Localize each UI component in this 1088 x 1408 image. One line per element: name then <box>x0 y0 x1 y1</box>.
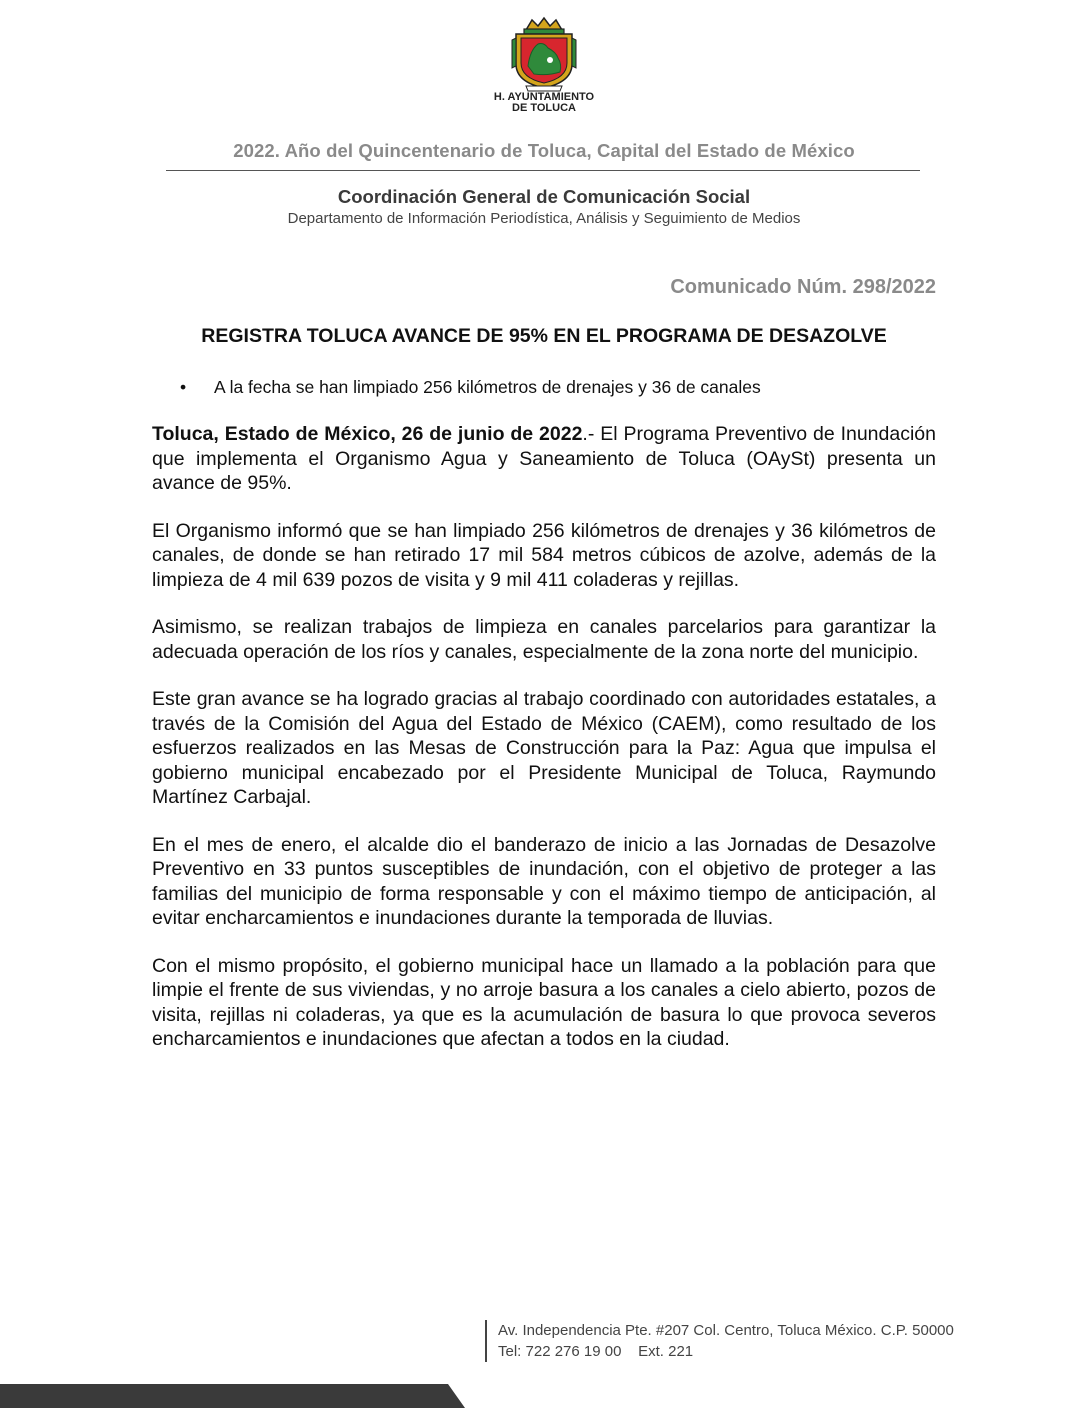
paragraph-4: Este gran avance se ha logrado gracias al trabajo coordinado con autoridades estatales, a través de la Comisión del Agua del Estado de México (CAEM), como resultado de los esfuerzos realizados en las Mesas de Construcción para la Paz: Agua que impulsa el gobierno municipal encabezado por el Presidente Municipal de Toluca, Raymundo Martínez Carbajal. <box>152 688 936 808</box>
year-title: 2022. Año del Quincentenario de Toluca, Capital del Estado de México <box>233 140 855 161</box>
bottom-decorative-band <box>0 1384 465 1408</box>
department-subtitle: Departamento de Información Periodística, Análisis y Seguimiento de Medios <box>287 210 801 227</box>
paragraph-6: Con el mismo propósito, el gobierno municipal hace un llamado a la población para que limpie el frente de sus viviendas, y no arroje basura a los canales a cielo abierto, pozos de visita, rejillas ni coladeras, ya que es la acumulación de basura lo que provoca severos encharcamientos e inundaciones que afectan a todos en la ciudad. <box>152 954 936 1050</box>
coat-of-arms-icon <box>504 16 584 92</box>
logo-line-1: H. AYUNTAMIENTO <box>493 91 595 103</box>
dateline: Toluca, Estado de México, 26 de junio de 2022 <box>152 423 583 445</box>
footer-contact <box>498 1320 954 1362</box>
paragraph-1 <box>152 422 936 496</box>
paragraph-3: Asimismo, se realizan trabajos de limpieza en canales parcelarios para garantizar la adecuada operación de los ríos y canales, especialmente de la zona norte del municipio. <box>152 616 936 663</box>
header-divider <box>166 170 920 171</box>
release-number: Comunicado Núm. 298/2022 <box>670 276 936 298</box>
municipal-logo <box>488 16 600 114</box>
article-body <box>152 422 936 1075</box>
summary-bullet <box>180 377 761 398</box>
paragraph-2: El Organismo informó que se han limpiado 256 kilómetros de drenajes y 36 kilómetros de canales, de donde se han retirado 17 mil 584 metros cúbicos de azolve, además de la limpieza de 4 mil 639 pozos de visita y 9 mil 411 coladeras y rejillas. <box>152 519 936 591</box>
footer-address: Av. Independencia Pte. #207 Col. Centro, Toluca México. C.P. 50000 <box>498 1322 954 1339</box>
headline: REGISTRA TOLUCA AVANCE DE 95% EN EL PROGRAMA DE DESAZOLVE <box>201 325 887 347</box>
bullet-text: A la fecha se han limpiado 256 kilómetros de drenajes y 36 de canales <box>214 377 761 397</box>
coordination-title: Coordinación General de Comunicación Social <box>337 186 751 207</box>
logo-line-2: DE TOLUCA <box>512 102 576 114</box>
footer-phone: Tel: 722 276 19 00 Ext. 221 <box>498 1343 694 1360</box>
paragraph-5: En el mes de enero, el alcalde dio el banderazo de inicio a las Jornadas de Desazolve Preventivo en 33 puntos susceptibles de inundación, con el objetivo de proteger a las familias del municipio de forma responsable y con el máximo tiempo de anticipación, al evitar encharcamientos e inundaciones durante la temporada de lluvias. <box>152 833 936 929</box>
paragraph-1-text: .- El Programa Preventivo de Inundación que implementa el Organismo Agua y Saneamiento de Toluca (OAySt) presenta un avance de 95%. <box>152 423 936 494</box>
footer-divider <box>485 1320 487 1362</box>
bullet-icon: • <box>180 377 187 397</box>
